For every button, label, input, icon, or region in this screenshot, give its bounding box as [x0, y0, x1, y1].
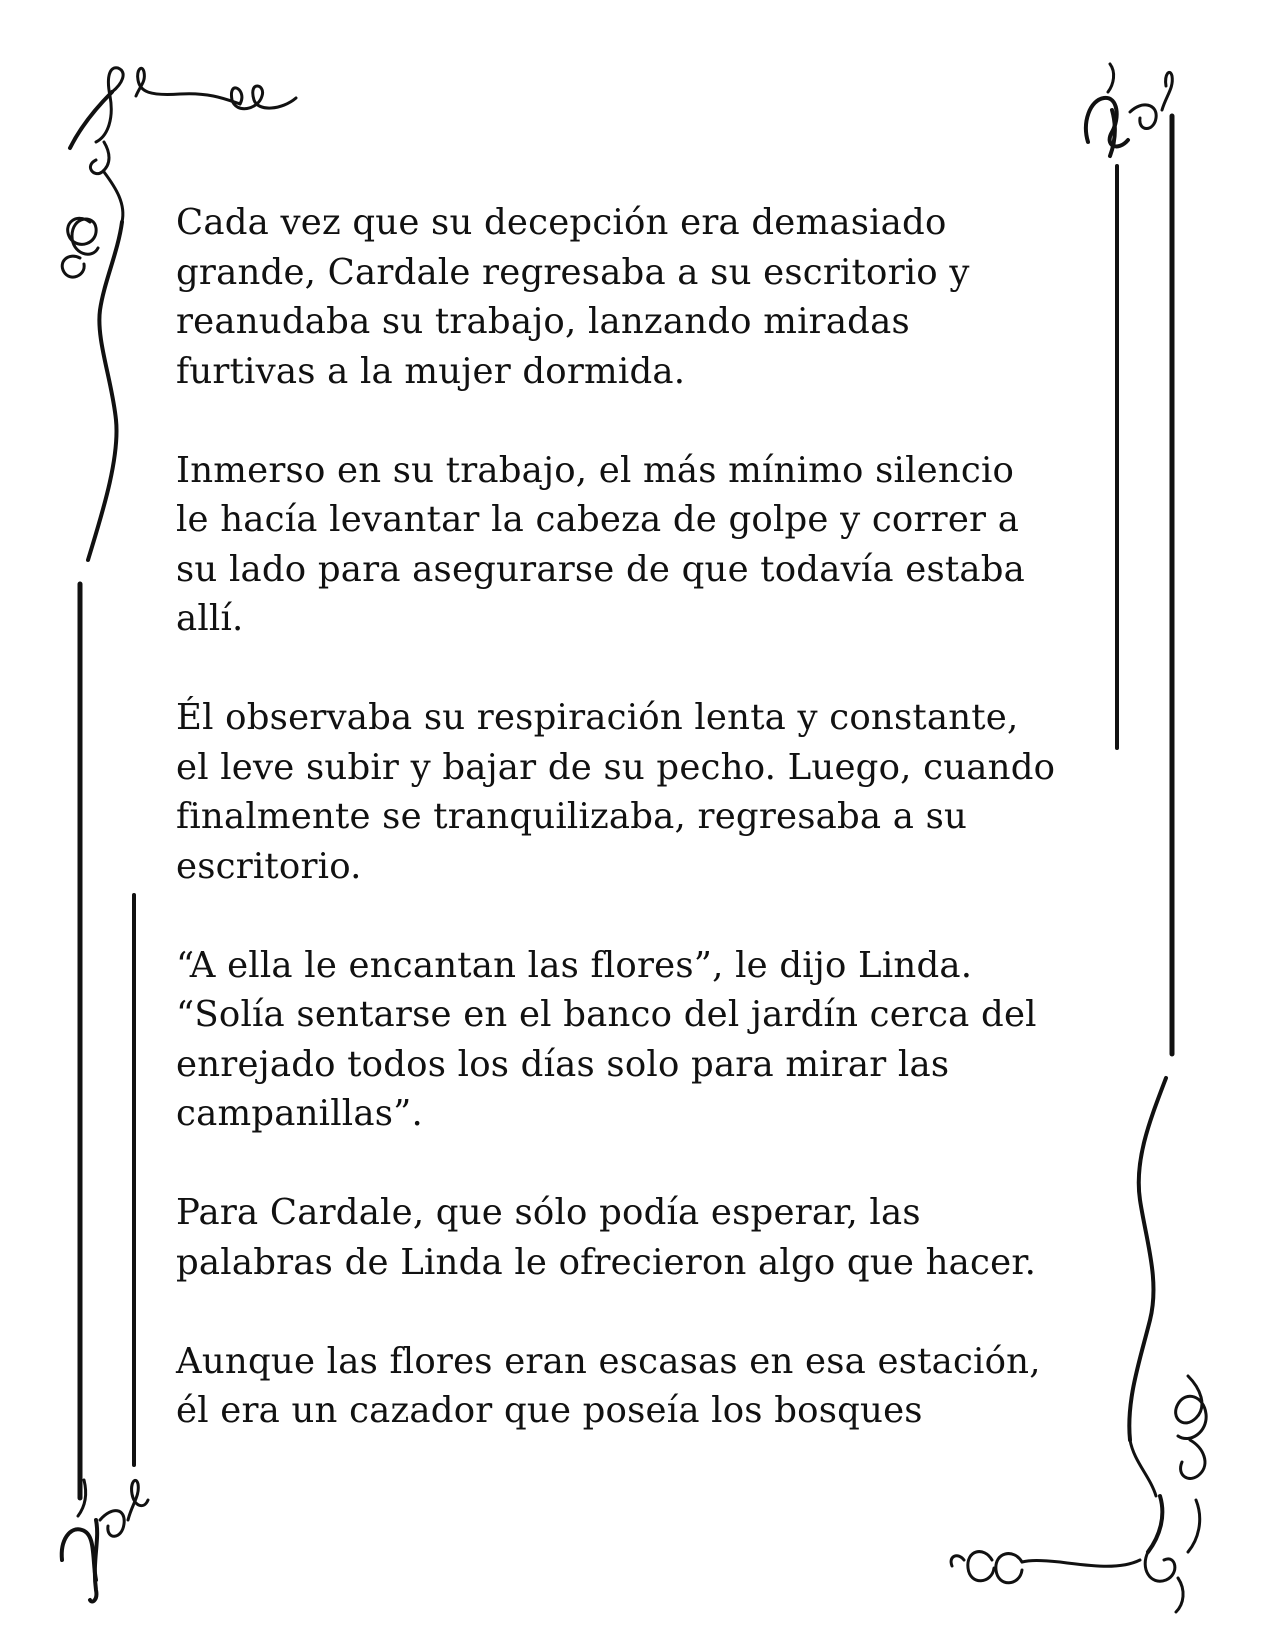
paragraph-1: Cada vez que su decepción era demasiado grande, Cardale regresaba a su escritorio y reanudaba su trabajo, lanzando miradas furtivas a la mujer dormida. [176, 202, 970, 392]
flourish-top-right [1086, 64, 1172, 156]
flourish-bottom-left [62, 1480, 148, 1602]
paragraph-4: “A ella le encantan las flores”, le dijo Linda. “Solía sentarse en el banco del jardín cerca del enrejado todos los días solo para mirar las campanillas”. [176, 944, 1037, 1134]
paragraph-3: Él observaba su respiración lenta y constante, el leve subir y bajar de su pecho. Luego, cuando finalmente se tranquilizaba, regresaba a su escritorio. [176, 697, 1056, 887]
paragraph-2: Inmerso en su trabajo, el más mínimo silencio le hacía levantar la cabeza de golpe y correr a su lado para asegurarse de que todavía estaba allí. [176, 449, 1026, 639]
paragraph-6: Aunque las flores eran escasas en esa estación, él era un cazador que poseía los bosques [176, 1340, 1041, 1431]
body-text [176, 198, 1106, 1436]
paragraph-5: Para Cardale, que sólo podía esperar, las palabras de Linda le ofrecieron algo que hacer. [176, 1192, 1037, 1283]
